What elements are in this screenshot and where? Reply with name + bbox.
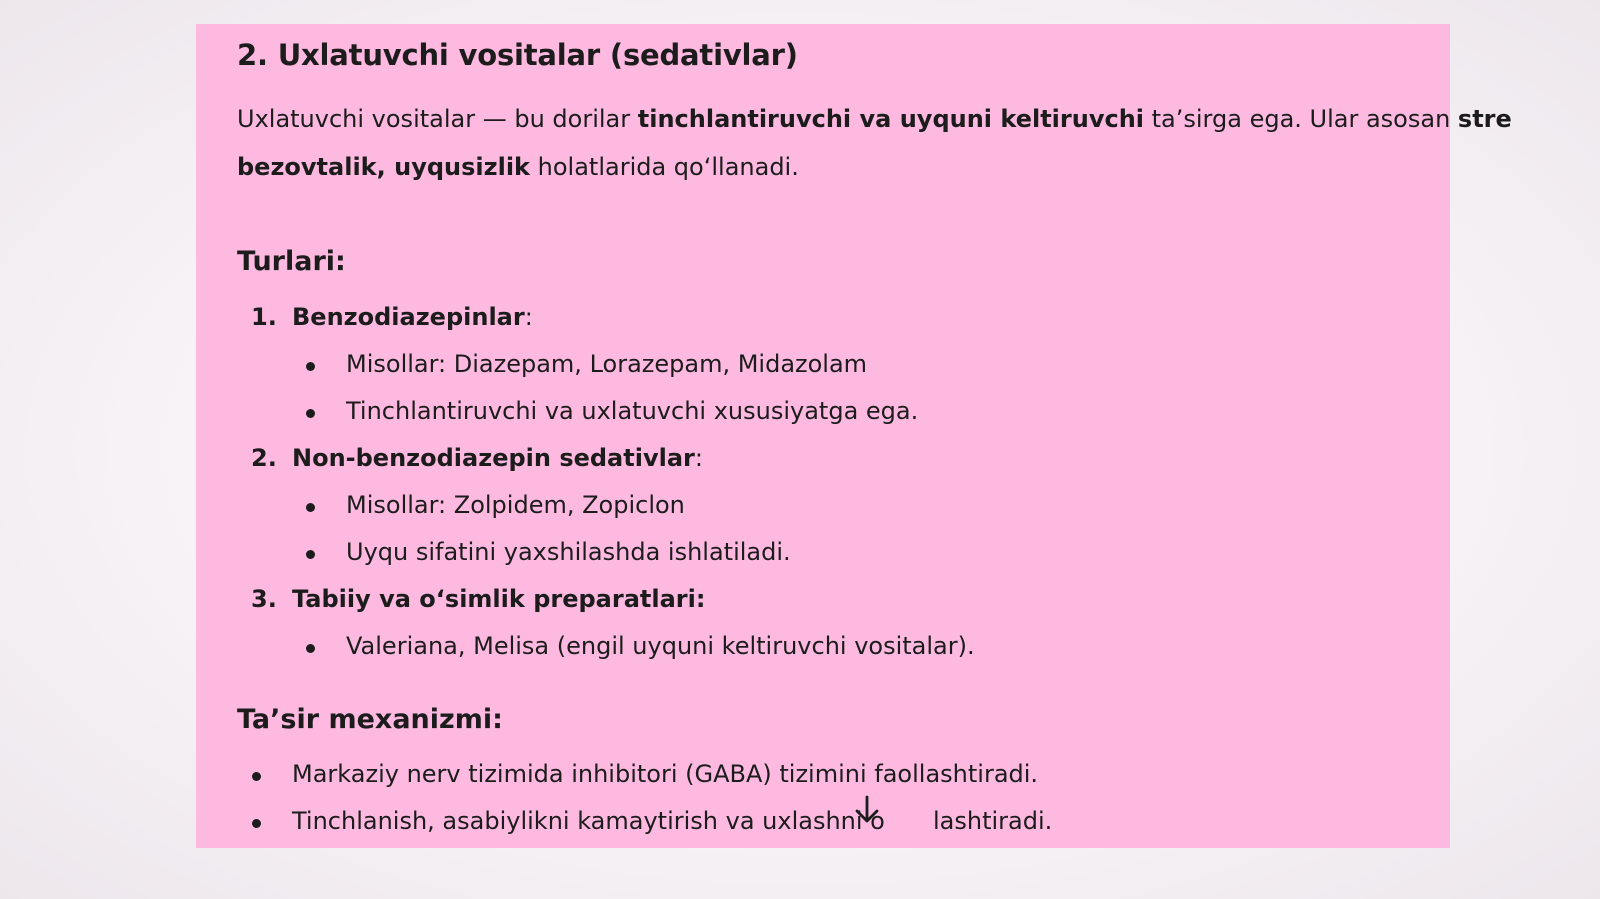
bullet-item-part-2: lashtiradi. [933, 807, 1053, 835]
list-number: 3. [251, 585, 277, 613]
arrow-down-icon[interactable] [850, 793, 884, 827]
list-number: 1. [251, 303, 277, 331]
bullet-item: Markaziy nerv tizimida inhibitori (GABA) tizimini faollashtiradi. [292, 760, 1039, 788]
bullet-item-part-1: Tinchlanish, asabiylikni kamaytirish va uxlashni o [292, 807, 885, 835]
list-number: 2. [251, 444, 277, 472]
bullet-dot [306, 644, 315, 653]
list-item-title [292, 443, 703, 473]
intro-line-2 [237, 143, 1497, 191]
list-item-title [292, 584, 705, 614]
types-heading: Turlari: [237, 246, 346, 277]
bullet-item: Misollar: Zolpidem, Zopiclon [346, 491, 685, 519]
intro-emphasis-cut: stre [1457, 105, 1512, 133]
item-title-text: Benzodiazepinlar [292, 303, 525, 331]
bullet-dot [306, 362, 315, 371]
intro-emphasis: tinchlantiruvchi va uyquni keltiruvchi [637, 105, 1144, 133]
bullet-item: Misollar: Diazepam, Lorazepam, Midazolam [346, 350, 868, 378]
intro-line-1 [237, 95, 1512, 143]
intro-text: Uxlatuvchi vositalar — bu dorilar [237, 105, 638, 133]
intro-emphasis: bezovtalik, uyqusizlik [237, 153, 531, 181]
item-colon: : [524, 303, 533, 331]
bullet-item: Uyqu sifatini yaxshilashda ishlatiladi. [346, 538, 791, 566]
intro-text: ta’sirga ega. Ular asosan [1144, 105, 1458, 133]
content-card [196, 24, 1512, 848]
item-title-text: Tabiiy va o‘simlik preparatlari: [292, 585, 706, 613]
item-title-text: Non-benzodiazepin sedativlar [292, 444, 695, 472]
item-colon: : [694, 444, 703, 472]
bullet-dot [306, 503, 315, 512]
bullet-dot [306, 409, 315, 418]
intro-text: holatlarida qo‘llanadi. [530, 153, 799, 181]
mechanism-heading: Ta’sir mexanizmi: [237, 704, 503, 735]
bullet-dot [252, 819, 261, 828]
bullet-item: Valeriana, Melisa (engil uyquni keltiruvchi vositalar). [346, 632, 975, 660]
bullet-dot [252, 772, 261, 781]
bullet-item: Tinchlantiruvchi va uxlatuvchi xususiyatga ega. [346, 397, 919, 425]
list-item-title [292, 302, 533, 332]
bullet-dot [306, 550, 315, 559]
intro-paragraph [237, 95, 1512, 191]
section-heading: 2. Uxlatuvchi vositalar (sedativlar) [237, 38, 798, 72]
